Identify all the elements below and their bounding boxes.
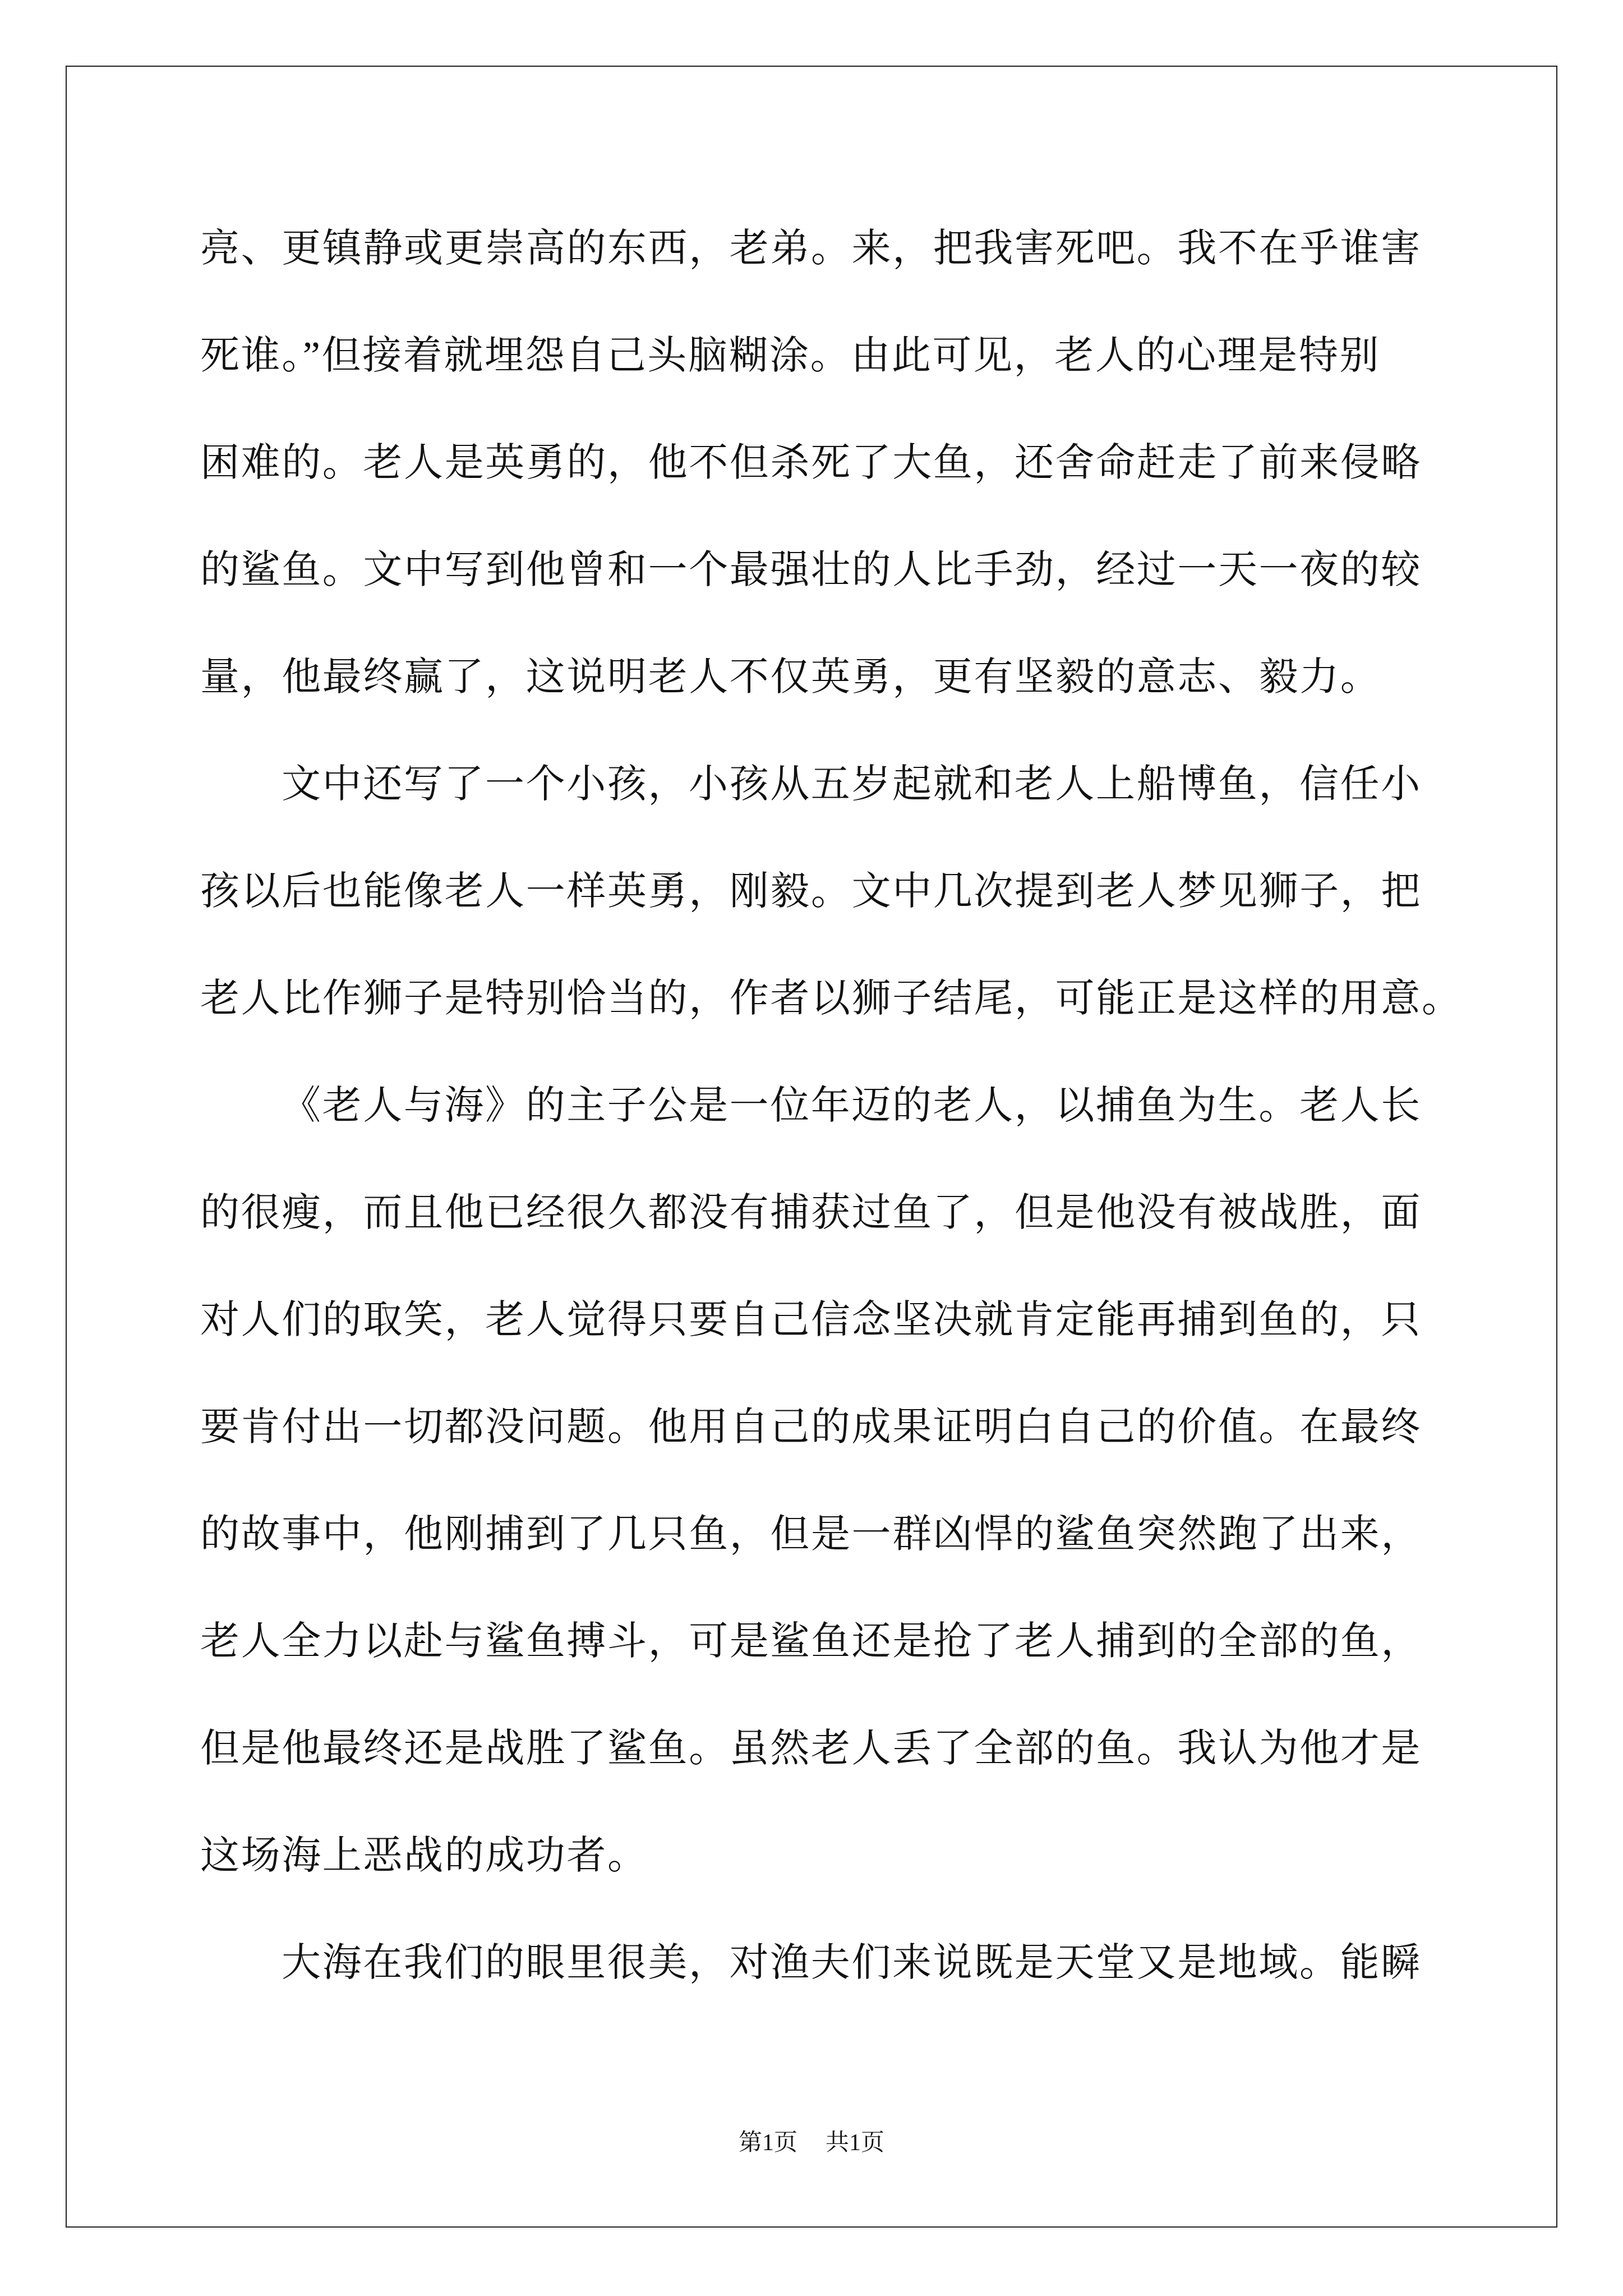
paragraph [200,1910,1468,2017]
text-line: 大海在我们的眼里很美，对渔夫们来说既是天堂又是地域。能瞬 [282,1941,1422,1985]
page-number: 第1页 [738,2130,797,2156]
text-line: 《老人与海》的主子公是一位年迈的老人，以捕鱼为生。老人长 [282,1084,1422,1128]
text-line: 孩以后也能像老人一样英勇，刚毅。文中几次提到老人梦见狮子，把 [200,870,1422,913]
text-line: 困难的。老人是英勇的，他不但杀死了大鱼，还舍命赶走了前来侵略 [200,441,1422,485]
text-line: 亮、更镇静或更崇高的东西，老弟。来，把我害死吧。我不在乎谁害 [200,227,1422,270]
page-total: 共1页 [826,2130,885,2156]
text-line: 死谁。”但接着就埋怨自己头脑糊涂。由此可见，老人的心理是特别 [200,334,1381,378]
document-body [200,195,1468,2017]
text-line: 老人比作狮子是特别恰当的，作者以狮子结尾，可能正是这样的用意。 [200,977,1463,1020]
text-line: 要肯付出一切都没问题。他用自己的成果证明白自己的价值。在最终 [200,1406,1422,1449]
text-line: 量，他最终赢了，这说明老人不仅英勇，更有坚毅的意志、毅力。 [200,656,1381,699]
page-footer [0,2126,1623,2160]
paragraph [200,1052,1468,1910]
text-line: 但是他最终还是战胜了鲨鱼。虽然老人丢了全部的鱼。我认为他才是 [200,1727,1422,1770]
text-line: 老人全力以赴与鲨鱼搏斗，可是鲨鱼还是抢了老人捕到的全部的鱼， [200,1620,1422,1663]
text-line: 文中还写了一个小孩，小孩从五岁起就和老人上船博鱼，信任小 [282,763,1422,806]
text-line: 的很瘦，而且他已经很久都没有捕获过鱼了，但是他没有被战胜，面 [200,1191,1422,1235]
text-line: 的鲨鱼。文中写到他曾和一个最强壮的人比手劲，经过一天一夜的较 [200,549,1422,592]
text-line: 这场海上恶战的成功者。 [200,1834,648,1878]
text-line: 的故事中，他刚捕到了几只鱼，但是一群凶悍的鲨鱼突然跑了出来， [200,1513,1422,1556]
paragraph [200,731,1468,1052]
text-line: 对人们的取笑，老人觉得只要自己信念坚决就肯定能再捕到鱼的，只 [200,1299,1422,1342]
paragraph [200,195,1468,731]
